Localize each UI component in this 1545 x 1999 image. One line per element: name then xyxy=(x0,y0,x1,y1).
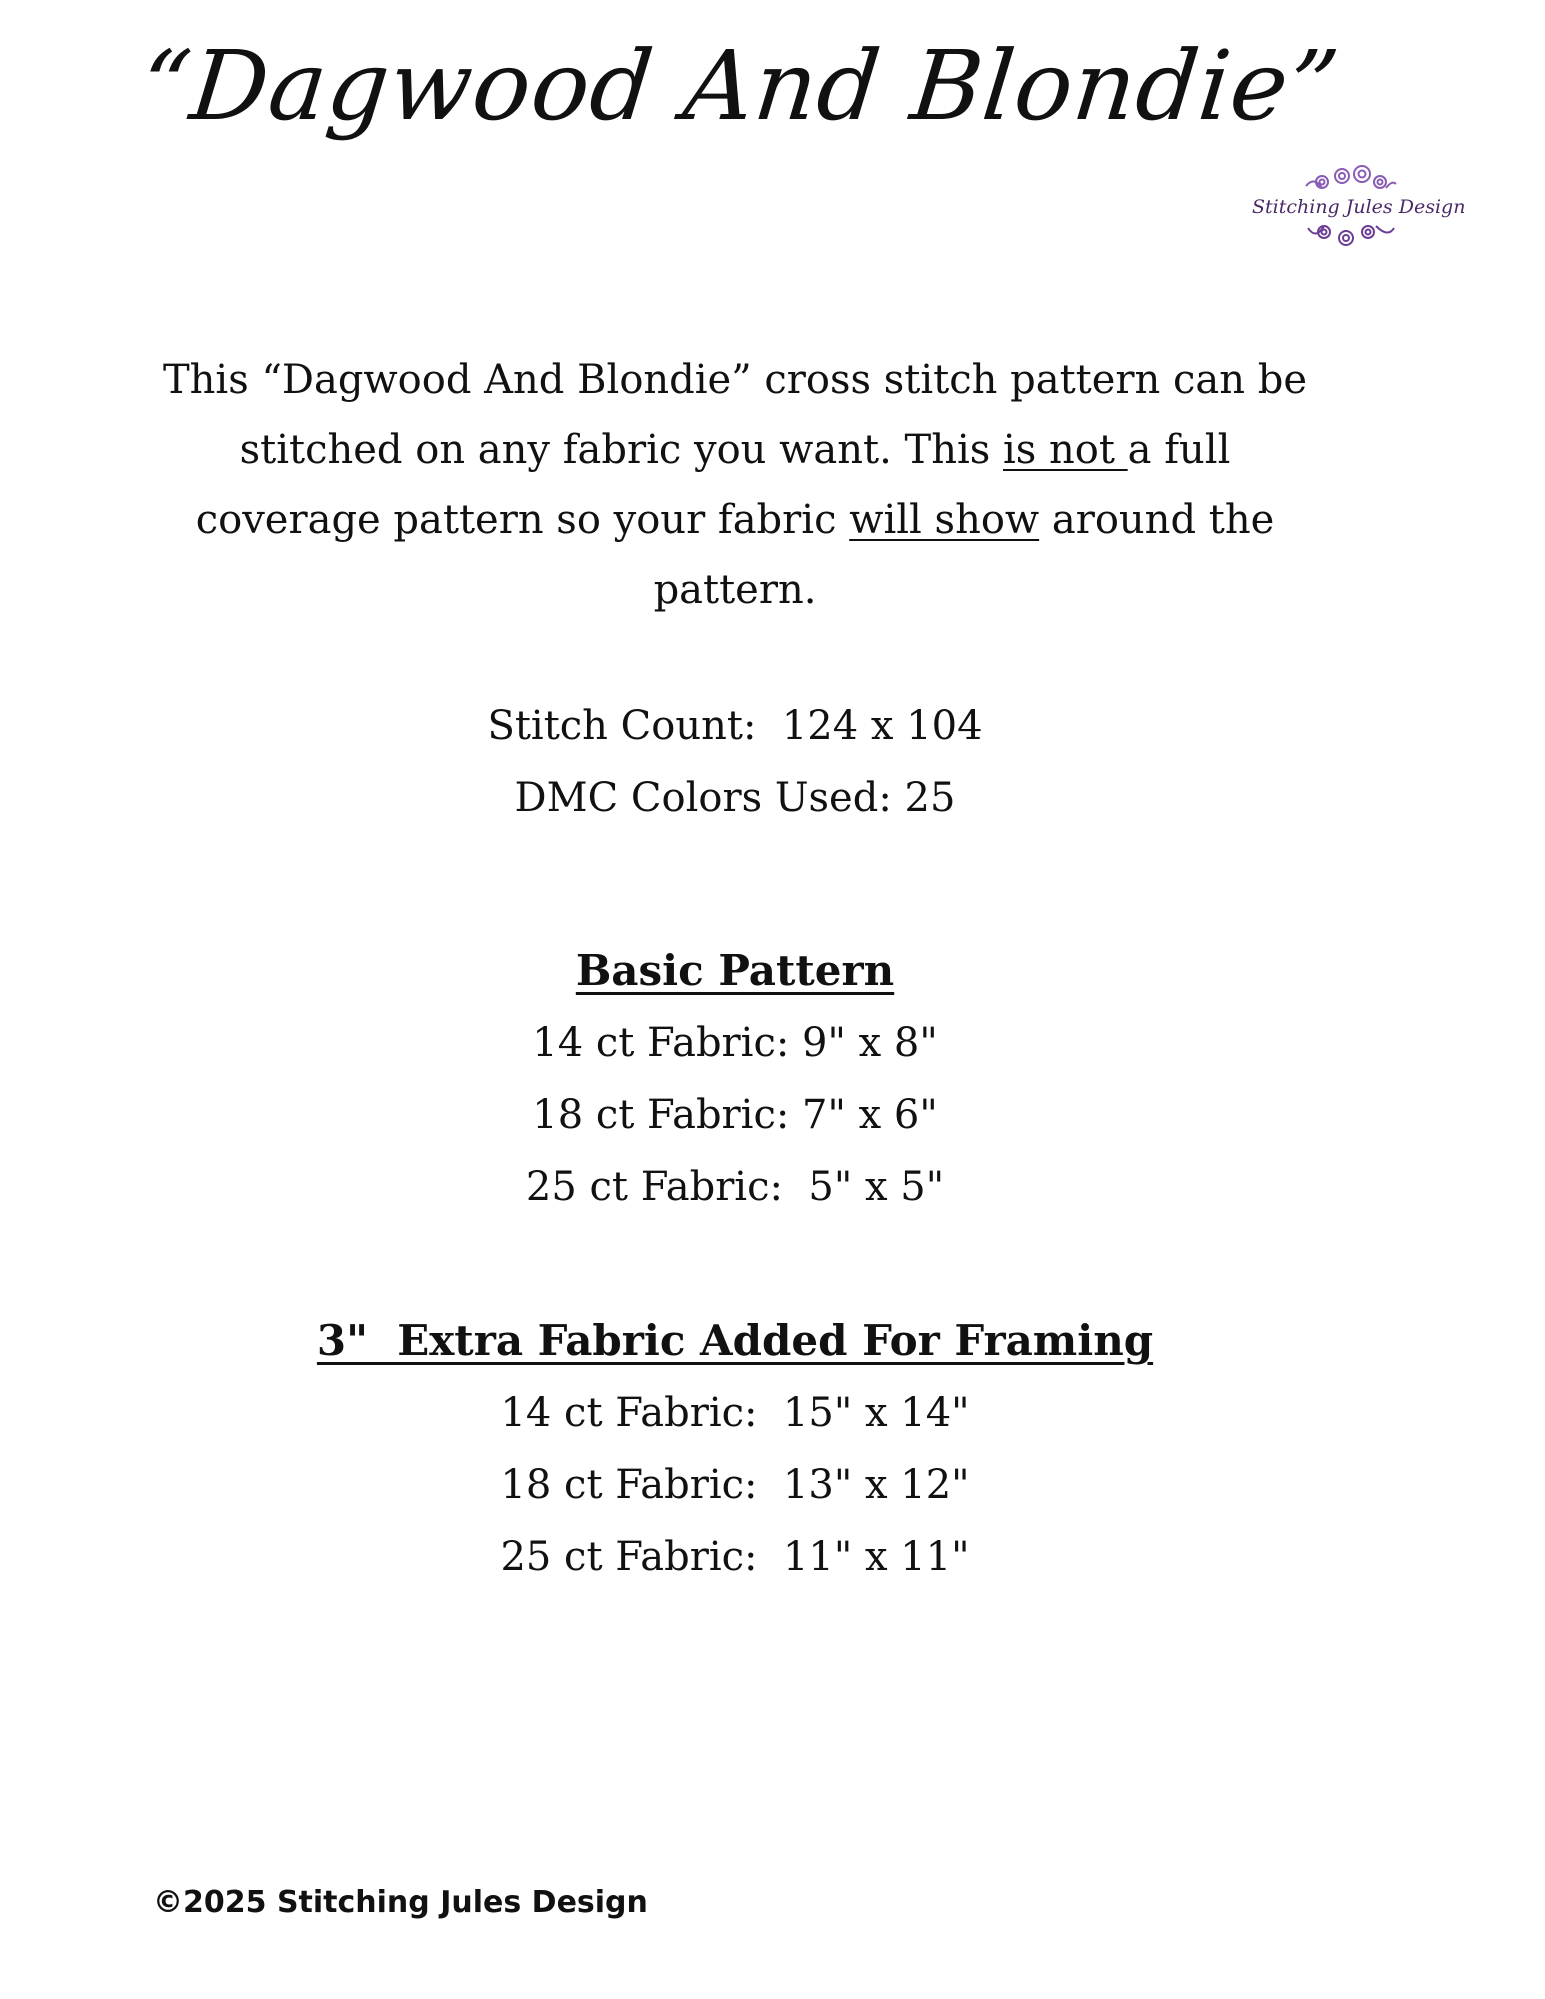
intro-text-1: This “Dagwood And Blondie” cross stitch pattern can be stitched on any fabric you want. This xyxy=(162,357,1307,473)
swirl-flourish-icon-bottom xyxy=(1302,220,1398,250)
basic-pattern-heading: Basic Pattern xyxy=(575,946,895,995)
framing-row-14ct: 14 ct Fabric: 15" x 14" xyxy=(500,1390,970,1436)
intro-emphasis-will-show: will show xyxy=(849,497,1040,543)
copyright-footer: ©2025 Stitching Jules Design xyxy=(153,1885,648,1920)
basic-row-25ct: 25 ct Fabric: 5" x 5" xyxy=(525,1164,945,1210)
framing-heading: 3" Extra Fabric Added For Framing xyxy=(316,1316,1154,1365)
framing-row-25ct: 25 ct Fabric: 11" x 11" xyxy=(500,1534,970,1580)
stats-block xyxy=(0,690,1470,834)
basic-row-14ct: 14 ct Fabric: 9" x 8" xyxy=(532,1020,938,1066)
logo-text: Stitching Jules Design xyxy=(1252,196,1466,218)
basic-row-18ct: 18 ct Fabric: 7" x 6" xyxy=(532,1092,938,1138)
intro-text-2: a full coverage pattern so your fabric xyxy=(195,427,1231,543)
basic-pattern-section xyxy=(0,935,1470,1223)
swirl-flourish-icon xyxy=(1302,164,1398,194)
intro-emphasis-is-not: is not xyxy=(1003,427,1128,473)
page-title: “Dagwood And Blondie” xyxy=(135,30,1345,142)
stitch-count: Stitch Count: 124 x 104 xyxy=(487,703,983,749)
brand-logo xyxy=(1252,164,1466,284)
intro-paragraph xyxy=(150,345,1320,625)
dmc-colors: DMC Colors Used: 25 xyxy=(514,775,956,821)
intro-text-3: around the pattern. xyxy=(653,497,1275,613)
framing-section xyxy=(0,1305,1470,1593)
framing-row-18ct: 18 ct Fabric: 13" x 12" xyxy=(500,1462,970,1508)
